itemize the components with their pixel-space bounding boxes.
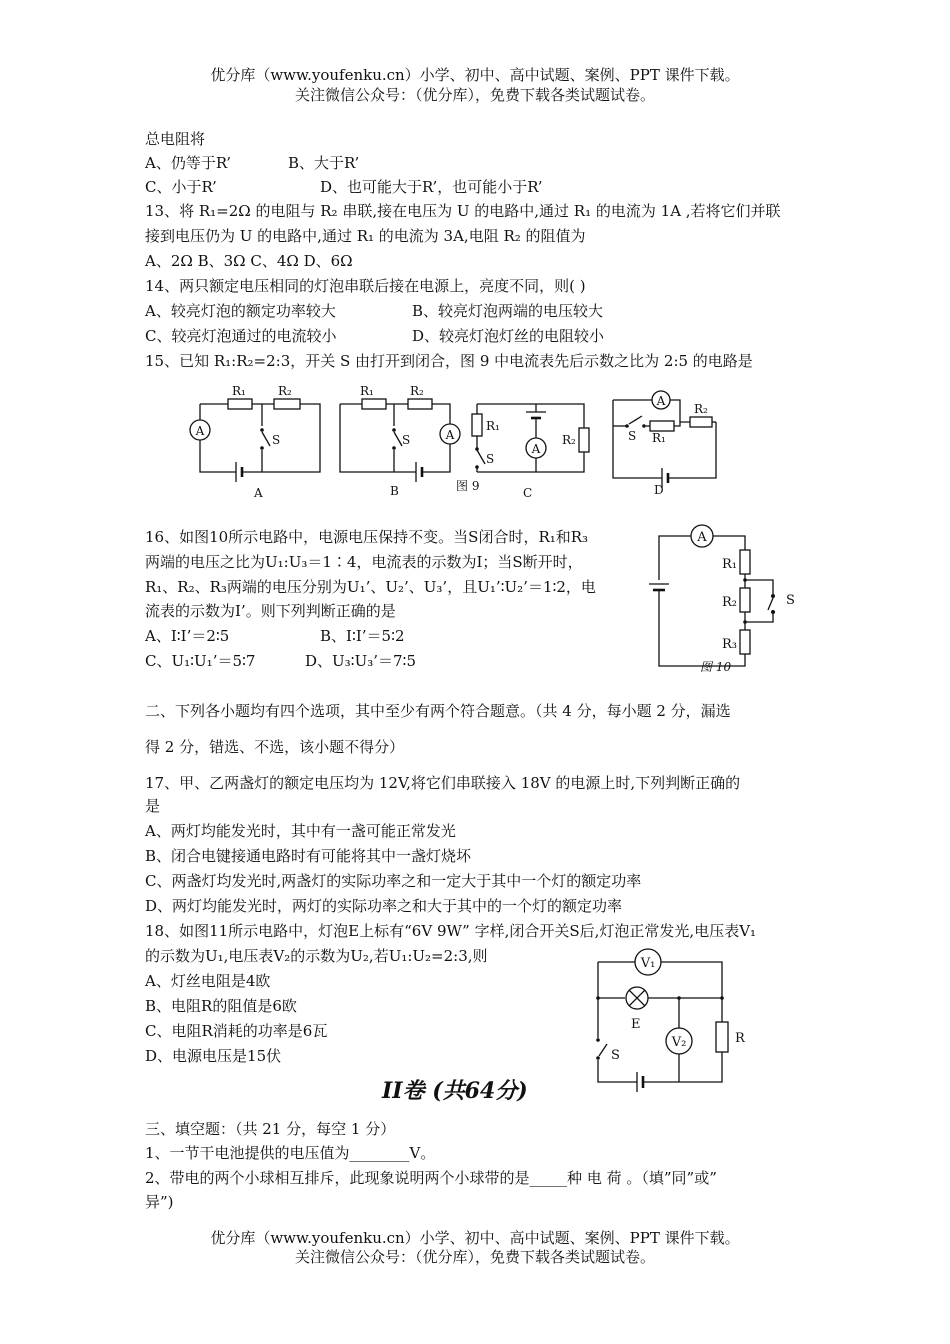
q16-line-2: 两端的电压之比为U₁:U₃＝1∶4，电流表的示数为I；当S断开时， <box>145 553 583 571</box>
q18-option-d: D、电源电压是15伏 <box>145 1047 282 1065</box>
q17-option-b: B、闭合电键接通电路时有可能将其中一盏灯烧坏 <box>145 847 472 865</box>
switch-s <box>477 450 485 464</box>
label-circuit-c: C <box>523 486 533 500</box>
switch-s <box>394 432 402 446</box>
q16-line-1: 16、如图10所示电路中，电源电压保持不变。当S闭合时，R₁和R₃ <box>145 528 589 546</box>
q18-line-2: 的示数为U₁,电压表V₂的示数为U₂,若U₁:U₂=2:3,则 <box>145 947 488 965</box>
label-r2: R₂ <box>722 595 737 610</box>
label-r2: R₂ <box>694 402 708 416</box>
circuit-d <box>613 391 716 497</box>
q14-stem: 14、两只额定电压相同的灯泡串联后接在电源上，亮度不同，则( ) <box>145 277 586 295</box>
resistor-r2 <box>408 399 432 409</box>
circuit-b <box>340 384 460 498</box>
header-line-2: 关注微信公众号：（优分库），免费下载各类试题试卷。 <box>294 86 655 104</box>
label-r1: R₁ <box>360 384 374 398</box>
circuit-a <box>190 384 320 500</box>
label-r2: R₂ <box>410 384 424 398</box>
resistor-r2 <box>274 399 300 409</box>
switch-s <box>768 598 773 610</box>
q17-line-2: 是 <box>145 797 161 815</box>
figure-9-circuits <box>180 378 740 503</box>
label-r2: R₂ <box>562 433 576 447</box>
q16-line-3: R₁、R₂、R₃两端的电压分别为U₁’、U₂’、U₃’，且U₁’∶U₂’＝1∶2，电 <box>145 578 596 596</box>
label-r3: R₃ <box>722 637 737 652</box>
label-s: S <box>611 1048 620 1063</box>
label-s: S <box>486 452 495 466</box>
q16-option-d: D、U₃∶U₃’＝7∶5 <box>305 652 416 670</box>
label-s: S <box>786 593 795 608</box>
footer-line-2: 关注微信公众号：（优分库），免费下载各类试题试卷。 <box>294 1248 655 1266</box>
label-s: S <box>272 433 281 447</box>
resistor-r1 <box>740 550 750 574</box>
label-r1: R₁ <box>652 431 666 445</box>
q12-option-d: D、也可能大于R’，也可能小于R’ <box>320 178 543 196</box>
label-r1: R₁ <box>486 419 500 433</box>
label-e: E <box>631 1017 641 1032</box>
figure-11-circuit <box>585 942 760 1092</box>
q14-option-c: C、较亮灯泡通过的电流较小 <box>145 327 337 345</box>
q17-line-1: 17、甲、乙两盏灯的额定电压均为 12V,将它们串联接入 18V 的电源上时,下列判断正确的 <box>145 774 741 792</box>
resistor-r2 <box>690 417 712 427</box>
label-r: R <box>735 1031 745 1046</box>
q12-option-b: B、大于R’ <box>288 154 360 172</box>
label-r2: R₂ <box>278 384 292 398</box>
resistor-r2 <box>579 428 589 452</box>
figure-10-caption: 图 10 <box>700 660 732 674</box>
label-s: S <box>402 433 411 447</box>
label-circuit-b: B <box>390 484 399 498</box>
q14-option-b: B、较亮灯泡两端的电压较大 <box>412 302 604 320</box>
resistor-r1 <box>650 421 674 431</box>
q13-line-1: 13、将 R₁=2Ω 的电阻与 R₂ 串联,接在电压为 U 的电路中,通过 R₁ 的电流为 1A ,若将它们并联 <box>145 202 781 220</box>
ammeter-label: A <box>195 424 205 438</box>
q18-option-a: A、灯丝电阻是4欧 <box>145 972 271 990</box>
part-2-title: II卷 (共64分) <box>382 1078 528 1104</box>
switch-s <box>262 432 270 446</box>
resistor-r2 <box>740 588 750 612</box>
label-r1: R₁ <box>232 384 246 398</box>
q13-options: A、2Ω B、3Ω C、4Ω D、6Ω <box>145 252 353 270</box>
ammeter-label: A <box>656 394 666 408</box>
q16-option-a: A、I∶I’＝2∶5 <box>145 627 230 645</box>
q16-option-b: B、I∶I’＝5∶2 <box>320 627 405 645</box>
q18-line-1: 18、如图11所示电路中，灯泡E上标有“6V 9W” 字样,闭合开关S后,灯泡正常发光,电压表V₁ <box>145 922 757 940</box>
ammeter-label: A <box>531 442 541 456</box>
section-3-heading: 三、填空题：（共 21 分，每空 1 分） <box>145 1120 396 1138</box>
switch-s <box>629 416 642 424</box>
figure-10-circuit <box>640 520 815 675</box>
section-2-line-2: 得 2 分，错选、不选，该小题不得分） <box>145 738 405 756</box>
q15-stem: 15、已知 R₁:R₂=2:3，开关 S 由打开到闭合，图 9 中电流表先后示数之比为 2:5 的电路是 <box>145 352 753 370</box>
section-3-q2: 2、带电的两个小球相互排斥，此现象说明两个小球带的是_____种 电 荷 。（填”同”或” <box>145 1169 717 1187</box>
resistor-r1 <box>472 414 482 436</box>
ammeter-label: A <box>697 530 707 545</box>
switch-s <box>599 1044 607 1056</box>
q16-line-4: 流表的示数为I’。则下列判断正确的是 <box>145 602 396 620</box>
ammeter-label: A <box>445 428 455 442</box>
header-line-1: 优分库（www.youfenku.cn）小学、初中、高中试题、案例、PPT 课件下载。 <box>210 66 740 84</box>
q12-option-c: C、小于R’ <box>145 178 217 196</box>
q18-option-b: B、电阻R的阻值是6欧 <box>145 997 297 1015</box>
q17-option-a: A、两灯均能发光时，其中有一盏可能正常发光 <box>145 822 456 840</box>
resistor-r <box>716 1022 728 1052</box>
label-v2: V₂ <box>671 1035 687 1050</box>
label-r1: R₁ <box>722 557 737 572</box>
figure-9-caption: 图 9 <box>456 479 480 493</box>
resistor-r1 <box>362 399 386 409</box>
section-2-line-1: 二、下列各小题均有四个选项，其中至少有两个符合题意。（共 4 分，每小题 2 分，漏选 <box>145 702 731 720</box>
q12-option-a: A、仍等于R’ <box>145 154 232 172</box>
label-v1: V₁ <box>640 956 656 971</box>
q14-option-d: D、较亮灯泡灯丝的电阻较小 <box>412 327 605 345</box>
q17-option-d: D、两灯均能发光时，两灯的实际功率之和大于其中的一个灯的额定功率 <box>145 897 623 915</box>
circuit-c <box>456 404 589 500</box>
label-circuit-a: A <box>254 486 263 500</box>
section-3-q2-tail: 异”) <box>145 1193 174 1211</box>
label-s: S <box>628 429 637 443</box>
q17-option-c: C、两盏灯均发光时,两盏灯的实际功率之和一定大于其中一个灯的额定功率 <box>145 872 642 890</box>
resistor-r3 <box>740 630 750 654</box>
label-circuit-d: D <box>654 483 664 497</box>
q16-option-c: C、U₁∶U₁’＝5∶7 <box>145 652 256 670</box>
resistor-r1 <box>228 399 252 409</box>
q18-option-c: C、电阻R消耗的功率是6瓦 <box>145 1022 328 1040</box>
section-3-q1: 1、一节干电池提供的电压值为________V。 <box>145 1144 436 1162</box>
q14-option-a: A、较亮灯泡的额定功率较大 <box>145 302 336 320</box>
footer-line-1: 优分库（www.youfenku.cn）小学、初中、高中试题、案例、PPT 课件下载。 <box>210 1229 740 1247</box>
q13-line-2: 接到电压仍为 U 的电路中,通过 R₁ 的电流为 3A,电阻 R₂ 的阻值为 <box>145 227 586 245</box>
q12-tail: 总电阻将 <box>145 130 206 148</box>
